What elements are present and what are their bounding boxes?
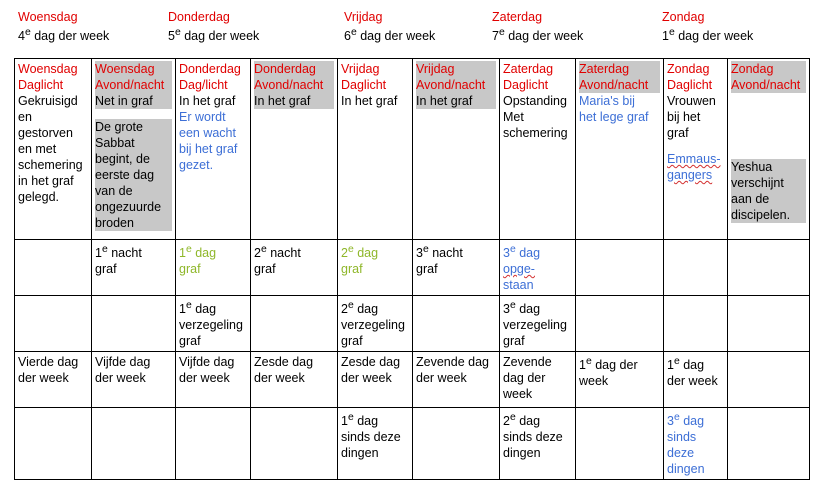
header-zondag <box>662 9 753 44</box>
empty-cell <box>176 408 251 480</box>
cell-2e-dag-verzegeling: 2e dag verzegeling graf <box>338 296 413 352</box>
table-row-verzegeling <box>15 296 810 352</box>
table-row-sinds-deze-dingen <box>15 408 810 480</box>
cell-weekday: 1e dag der week <box>664 352 728 408</box>
day-of-week: 6e dag der week <box>344 27 436 44</box>
empty-cell <box>15 408 92 480</box>
empty-cell <box>728 408 810 480</box>
cell-weekday: Zevende dag der week <box>500 352 576 408</box>
empty-cell <box>728 240 810 296</box>
table-row-periods <box>15 59 810 240</box>
empty-cell <box>413 408 500 480</box>
table-row-nights-days <box>15 240 810 296</box>
cell-3e-dag-verzegeling: 3e dag verzegeling graf <box>500 296 576 352</box>
day-of-week: 5e dag der week <box>168 27 260 44</box>
cell-donderdag-daglicht: Donderdag Dag/licht In het graf Er wordt een wacht bij het graf gezet. <box>176 59 251 240</box>
cell-weekday: 1e dag der week <box>576 352 664 408</box>
day-of-week: 4e dag der week <box>18 27 110 44</box>
day-of-week: 1e dag der week <box>662 27 754 44</box>
cell-weekday: Zesde dag der week <box>251 352 338 408</box>
cell-vrijdag-daglicht: Vrijdag Daglicht In het graf <box>338 59 413 240</box>
cell-zaterdag-avond: Zaterdag Avond/nacht Maria's bij het lege graf <box>576 59 664 240</box>
empty-cell <box>728 296 810 352</box>
day-name: Zondag <box>662 10 705 24</box>
cell-weekday: Vijfde dag der week <box>92 352 176 408</box>
cell-donderdag-avond: Donderdag Avond/nacht In het graf <box>251 59 338 240</box>
cell-weekday: Vierde dag der week <box>15 352 92 408</box>
empty-cell <box>15 240 92 296</box>
cell-zaterdag-daglicht: Zaterdag Daglicht Opstanding Met schemering <box>500 59 576 240</box>
header-vrijdag <box>344 9 435 44</box>
cell-1e-dag-sinds: 1e dag sinds deze dingen <box>338 408 413 480</box>
day-of-week: 7e dag der week <box>492 27 584 44</box>
day-name: Donderdag <box>168 10 230 24</box>
week-table <box>14 58 810 480</box>
empty-cell <box>15 296 92 352</box>
cell-3e-nacht: 3e nacht graf <box>413 240 500 296</box>
day-name: Zaterdag <box>492 10 543 24</box>
cell-2e-dag-sinds: 2e dag sinds deze dingen <box>500 408 576 480</box>
cell-3e-dag-sinds: 3e dag sinds deze dingen <box>664 408 728 480</box>
empty-cell <box>92 408 176 480</box>
cell-2e-nacht: 2e nacht graf <box>251 240 338 296</box>
cell-weekday: Zesde dag der week <box>338 352 413 408</box>
empty-cell <box>664 240 728 296</box>
empty-cell <box>728 352 810 408</box>
cell-woensdag-daglicht: Woensdag Daglicht Gekruisigd en gestorven en met schemering in het graf gelegd. <box>15 59 92 240</box>
empty-cell <box>664 296 728 352</box>
cell-weekday: Zevende dag der week <box>413 352 500 408</box>
cell-zondag-daglicht: Zondag Daglicht Vrouwen bij het graf Emmaus- gangers <box>664 59 728 240</box>
cell-1e-dag: 1e dag graf <box>176 240 251 296</box>
empty-cell <box>576 240 664 296</box>
empty-cell <box>251 296 338 352</box>
cell-woensdag-avond: Woensdag Avond/nacht Net in graf De grote Sabbat begint, de eerste dag van de ongezuurde broden <box>92 59 176 240</box>
cell-zondag-avond: Zondag Avond/nacht Yeshua verschijnt aan de discipelen. <box>728 59 810 240</box>
cell-1e-nacht: 1e nacht graf <box>92 240 176 296</box>
empty-cell <box>251 408 338 480</box>
empty-cell <box>576 296 664 352</box>
cell-3e-dag: 3e dag opge- staan <box>500 240 576 296</box>
header-woensdag <box>18 9 109 44</box>
header-donderdag <box>168 9 259 44</box>
empty-cell <box>413 296 500 352</box>
day-name: Woensdag <box>18 10 78 24</box>
cell-1e-dag-verzegeling: 1e dag verzegeling graf <box>176 296 251 352</box>
cell-2e-dag: 2e dag graf <box>338 240 413 296</box>
cell-vrijdag-avond: Vrijdag Avond/nacht In het graf <box>413 59 500 240</box>
header-zaterdag <box>492 9 583 44</box>
empty-cell <box>576 408 664 480</box>
table-row-weekdays <box>15 352 810 408</box>
empty-cell <box>92 296 176 352</box>
day-name: Vrijdag <box>344 10 383 24</box>
cell-weekday: Vijfde dag der week <box>176 352 251 408</box>
